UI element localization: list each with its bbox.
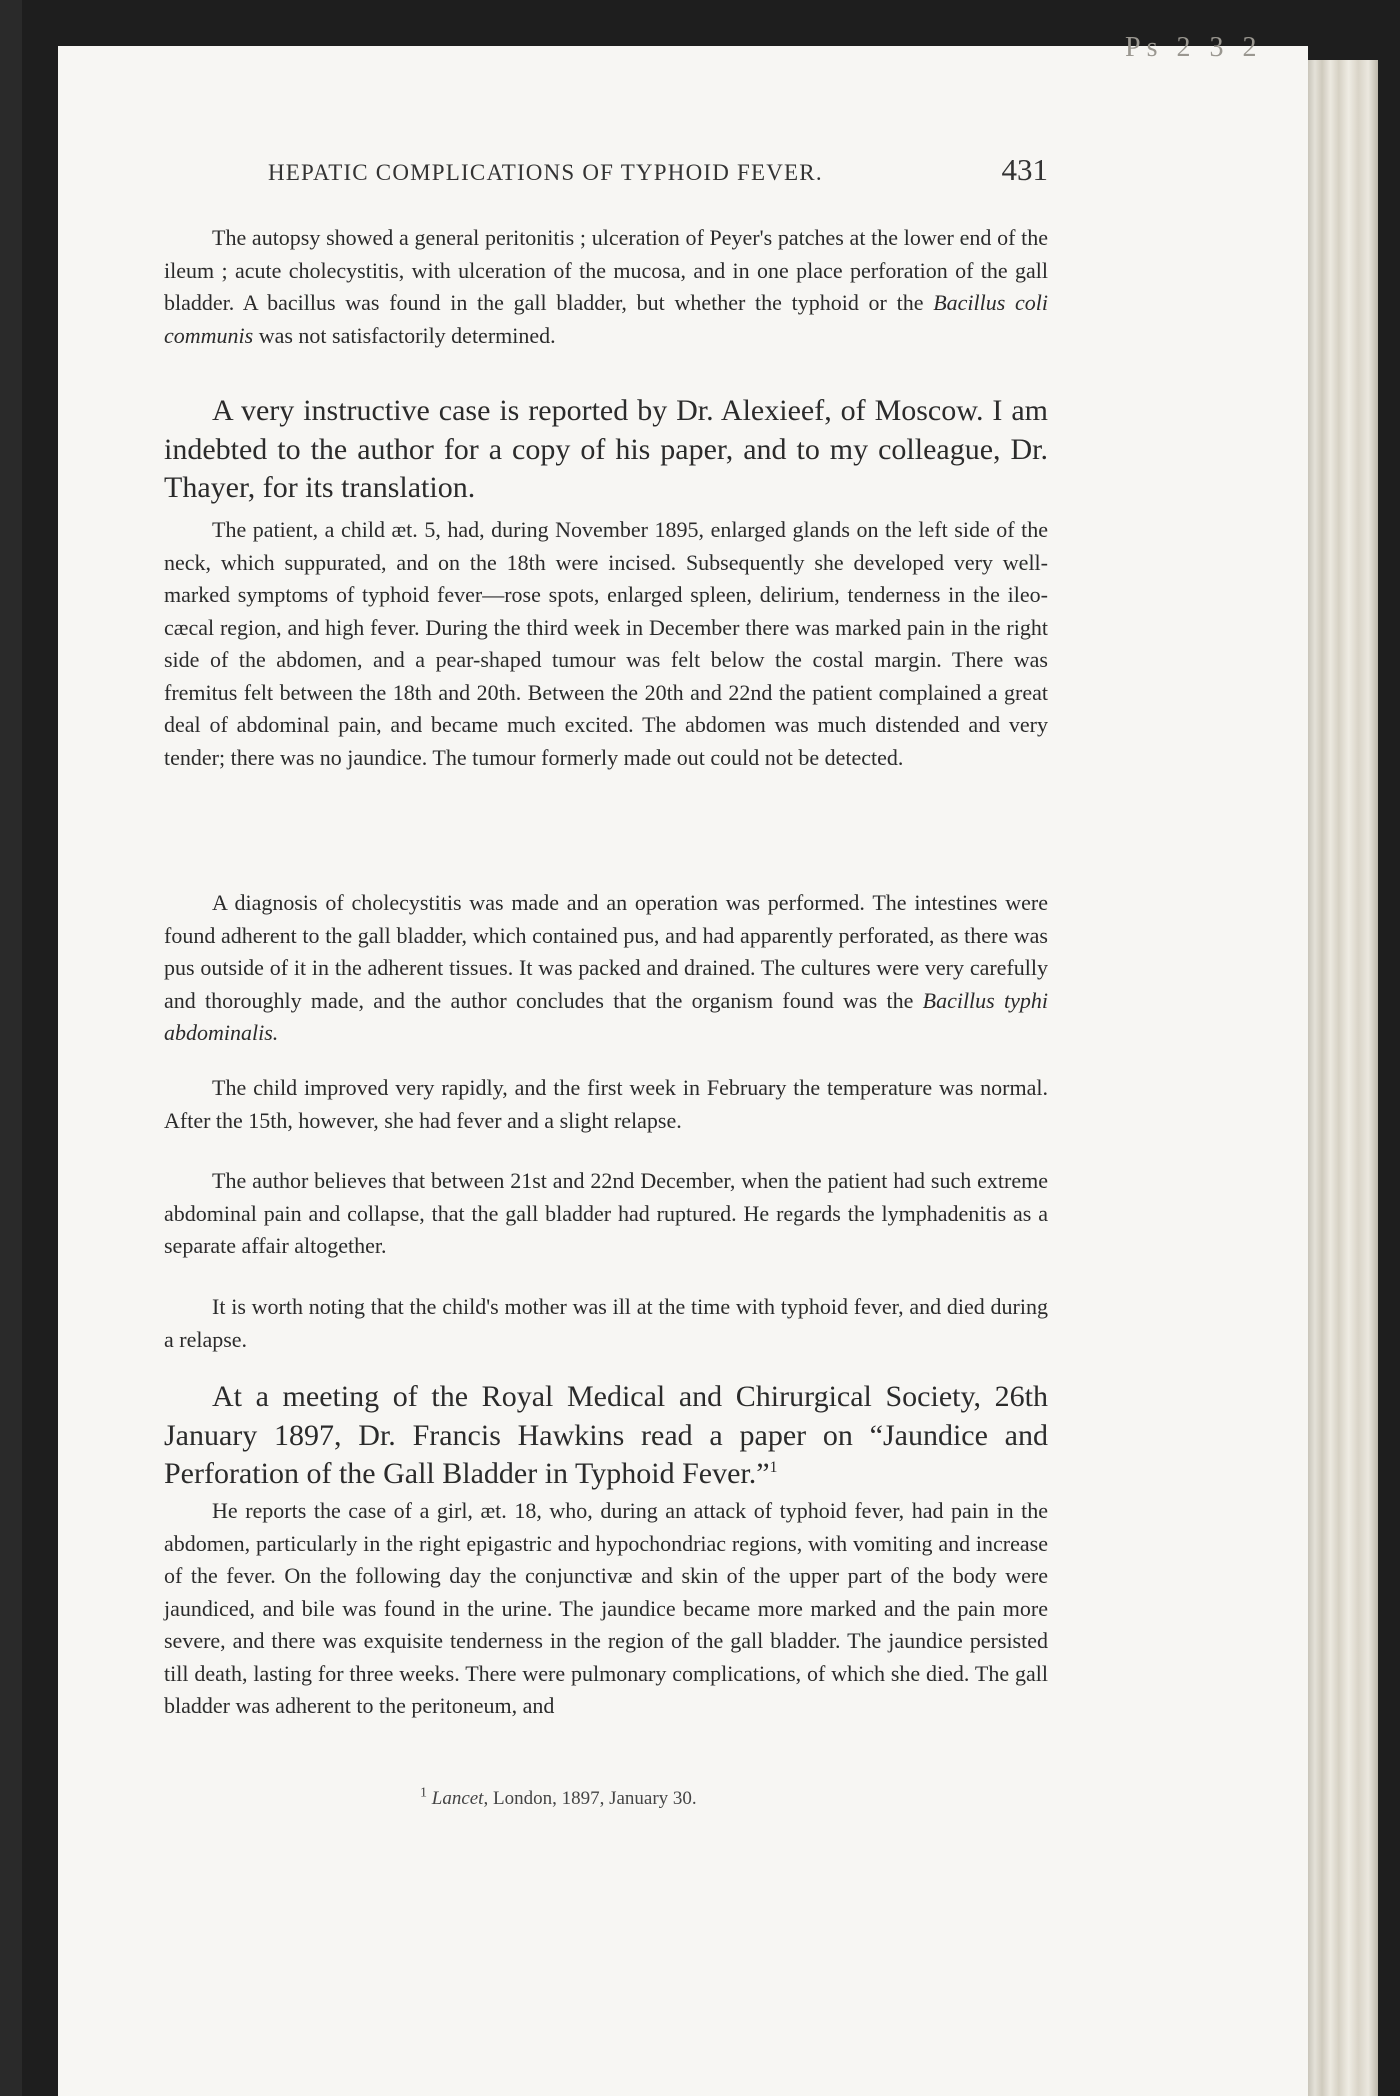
paragraph-girl-case: He reports the case of a girl, æt. 18, who, during an attack of typhoid fever, had pain in the abdomen, particularly in the right epigastric and hypochondriac regions, with vomiting and increase of the fever. On the following day the conjunctivæ and skin of the upper part of the body were jaundiced, and bile was found in the urine. The jaundice became more marked and the pain more severe, and there was exquisite tenderness in the region of the gall bladder. The jaundice persisted till death, lasting for three weeks. There were pulmonary complications, of which she died. The gall bladder was adherent to the peritoneum, and <box>164 1498 1048 1718</box>
corner-pencil-mark: Ps 2 3 2 <box>1125 32 1263 63</box>
paragraph-text: At a meeting of the Royal Medical and Chirurgical Society, 26th January 1897, Dr. Francis Hawkins read a paper on “Jaundice and Perforation of the Gall Bladder in Typhoid Fever.” <box>164 1380 1048 1490</box>
page-number: 431 <box>1001 152 1048 187</box>
paragraph-text: A diagnosis of cholecystitis was made and an operation was performed. The intestines were found adherent to the gall bladder, which contained pus, and had apparently perforated, as there was pus outside of it in the adherent tissues. It was packed and drained. The cultures were very carefully and thoroughly made, and the author concludes that the organism found was the <box>164 890 1048 1013</box>
italic-term: Bacillus coli communis <box>164 290 1048 348</box>
footnote-text: , London, 1897, January 30. <box>483 1788 697 1809</box>
paragraph-improvement: The child improved very rapidly, and the first week in February the temperature was normal. After the 15th, however, she had fever and a slight relapse. <box>164 1075 1048 1133</box>
italic-term: Bacillus typhi abdominalis. <box>164 987 1048 1045</box>
paragraph-text: was not satisfactorily determined. <box>253 322 556 348</box>
footnote-source: Lancet <box>431 1788 484 1809</box>
running-head: HEPATIC COMPLICATIONS OF TYPHOID FEVER. <box>268 160 823 185</box>
paragraph-autopsy <box>164 222 1048 352</box>
paragraph-alexieef-intro: A very instructive case is reported by Dr. Alexieef, of Moscow. I am indebted to the author for a copy of his paper, and to my colleague, Dr. Thayer, for its translation. <box>164 394 1048 504</box>
footnote-reference: 1 <box>769 1459 778 1476</box>
footnote <box>420 1785 697 1810</box>
paragraph-patient-history: The patient, a child æt. 5, had, during November 1895, enlarged glands on the left side of the neck, which suppurated, and on the 18th were incised. Subsequently she developed very well-marked symptoms of typhoid fever—rose spots, enlarged spleen, delirium, tenderness in the ileo-cæcal region, and high fever. During the third week in December there was marked pain in the right side of the abdomen, and a pear-shaped tumour was felt below the costal margin. There was fremitus felt between the 18th and 20th. Between the 20th and 22nd the patient complained a great deal of abdominal pain, and became much excited. The abdomen was much distended and very tender; there was no jaundice. The tumour formerly made out could not be detected. <box>164 517 1048 770</box>
paragraph-diagnosis <box>164 887 1048 1050</box>
footnote-marker: 1 <box>420 1785 427 1801</box>
left-page-edge <box>0 0 22 2096</box>
paragraph-mother: It is worth noting that the child's mother was ill at the time with typhoid fever, and died during a relapse. <box>164 1294 1048 1352</box>
paragraph-hawkins-intro <box>164 1378 1048 1494</box>
paragraph-author-belief: The author believes that between 21st and 22nd December, when the patient had such extreme abdominal pain and collapse, that the gall bladder had ruptured. He regards the lymphadenitis as a separate affair altogether. <box>164 1168 1048 1258</box>
paragraph-text: The autopsy showed a general peritonitis ; ulceration of Peyer's patches at the lower end of the ileum ; acute cholecystitis, with ulceration of the mucosa, and in one place perforation of the gall bladder. A bacillus was found in the gall bladder, but whether the typhoid or the <box>164 225 1048 315</box>
page-stack-edge <box>1308 60 1378 2096</box>
page-header <box>164 152 1048 196</box>
